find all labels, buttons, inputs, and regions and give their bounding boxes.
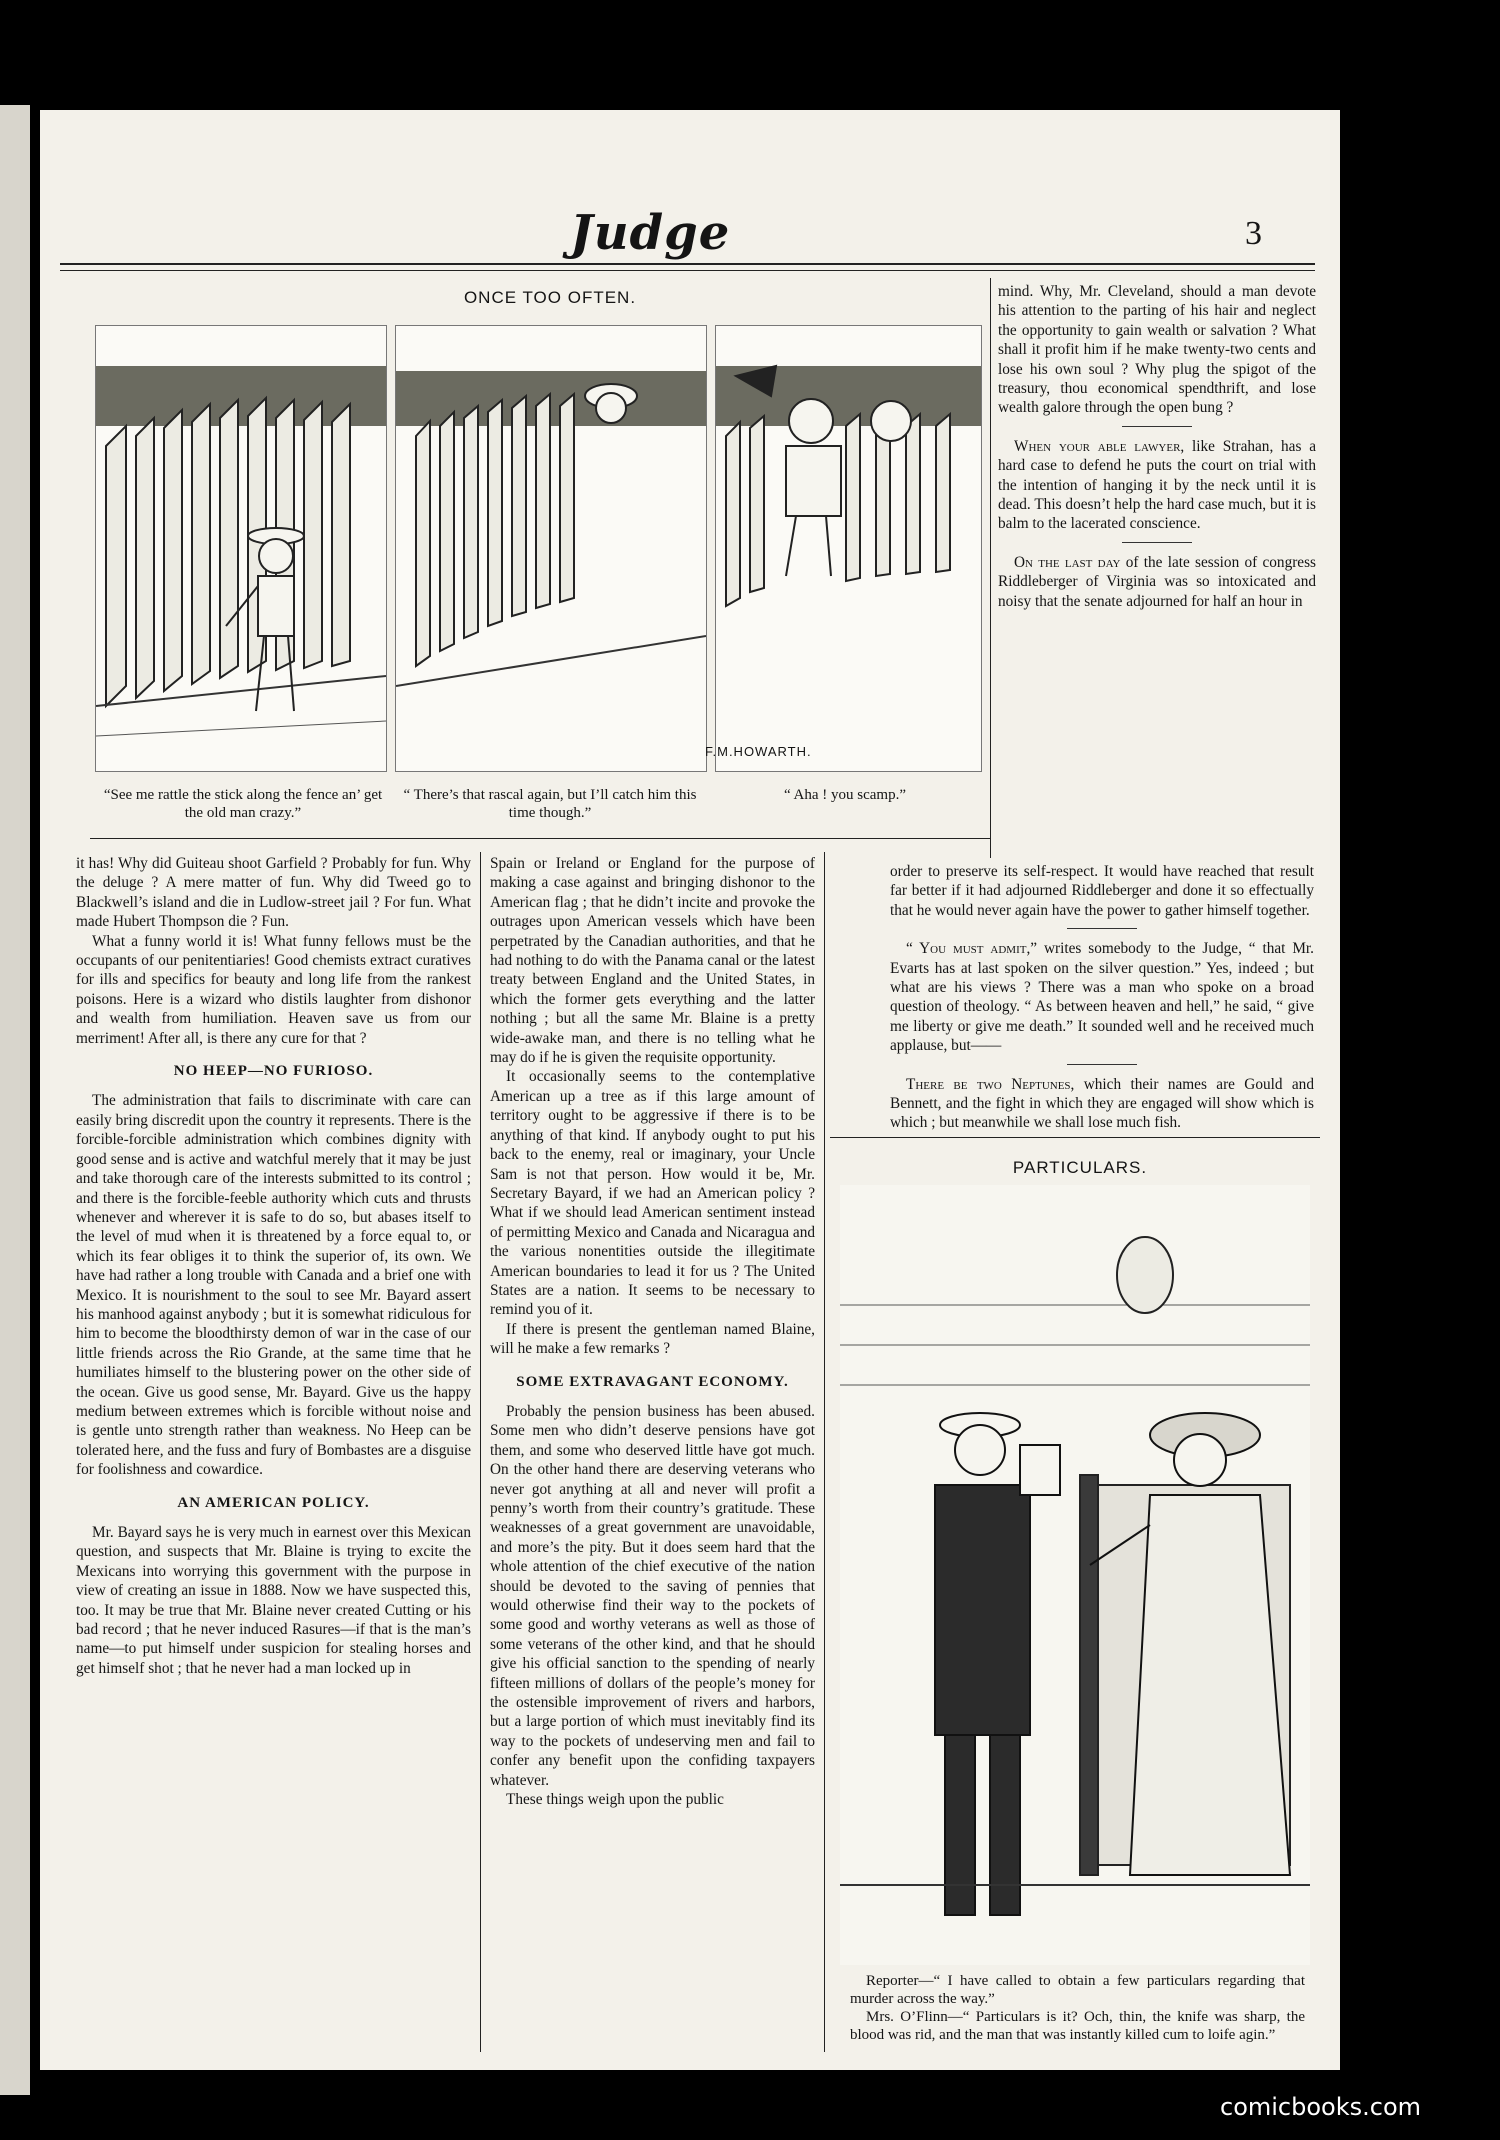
cartoon-bottom-rule	[90, 838, 990, 839]
cartoon-panel-1	[95, 325, 387, 772]
col3-paragraph-1: mind. Why, Mr. Cleveland, should a man devote his attention to the parting of his hair and neglect the opportunity to gain wealth or salvation ? What shall it profit him if he make twenty-two cents and lose his own soul ? Why plug the spigot of the treasury, thou economical spendthrift, and lose wealth galore through the open bung ?	[998, 283, 1316, 417]
lead-in: There be two Neptunes,	[906, 1075, 1075, 1093]
lead-in: When your able lawyer,	[1014, 437, 1185, 455]
divider	[1122, 542, 1192, 543]
masthead	[40, 110, 1340, 260]
divider	[1067, 1064, 1137, 1065]
reporter-line: Reporter—“ I have called to obtain a few particulars regarding that murder across the way.”	[850, 1973, 1305, 2007]
reporter-and-woman-illustration	[840, 1185, 1310, 1965]
lead-in: “ You must admit,”	[906, 940, 1038, 958]
judge-logo: Judge	[570, 205, 731, 261]
col2-paragraph-3: If there is present the gentleman named Blaine, will he make a few remarks ?	[490, 1320, 815, 1358]
col2-paragraph-5: These things weigh upon the public	[506, 1791, 724, 1809]
col3-paragraph-3: On the last day of the late session of congress Riddleberger of Virginia was so intoxicated and noisy that the senate adjourned for half an hour in	[998, 553, 1317, 610]
lead-in: On the last day	[1014, 553, 1121, 571]
col3-paragraph-2: When your able lawyer, like Strahan, has a hard case to defend he puts the court on trial with the intention of hanging it by the neck until it is dead. This doesn’t help the hard case much, but it is balm to the lacerated conscience.	[998, 437, 1316, 533]
col2-paragraph-1: Spain or Ireland or England for the purpose of making a case against and bringing dishonor to the American flag ; that he didn’t incite and provoke the outrages upon American vessels which have been perpetrated by the Canadian authorities, and that he had nothing to do with the Panama canal or the latest treaty between England and the United States, in which the former gets everything and the latter nothing ; but all the same Mr. Blaine is a pretty wide-awake man, and there is no telling what he may do if he is given the requisite opportunity.	[490, 855, 815, 1067]
col1-paragraph-4: Mr. Bayard says he is very much in earnest over this Mexican question, and suspects that Mr. Blaine is trying to excite the Mexicans into worrying this government with the purpose in view of creating an issue in 1888. Now we have suspected this, too. It may be true that Mr. Blaine never created Cutting or his bad record ; that he never induced Rasures—if that is the man’s name—to put himself under suspicion for stealing horses and get himself shot ; that he never had a man locked up in	[76, 1524, 471, 1677]
col3b-paragraph-2: “ You must admit,” writes somebody to the Judge, “ that Mr. Evarts has at last spoken on the silver question.” Yes, indeed ; but what are his views ? There was a man who spoke on a broad question of theology. “ As between heaven and hell,” he said, “ give me liberty or give me death.” It sounded well and he received much applause, but——	[890, 940, 1314, 1055]
col1-paragraph-3: The administration that fails to discriminate with care can easily bring discredit upon the country it represents. There is the forcible-forcible administration which combines dignity with good sense and is active and watchful merely that it may be just and take thorough care of the interests submitted to its control ; and there is the forcible-feeble authority which cuts and thrusts whenever and wherever it is safe to do so, but abases itself to the level of mud when it is threatened by a force equal to, or which its fear obliges it to think the superior of, its own. We have had rather a long trouble with Canada and a brief one with Mexico. It is nourishment to the soul to see Mr. Bayard assert his manhood against anybody ; but it is somewhat ridiculous for him to become the bloodthirsty demon of war in the case of our little friends across the Rio Grande, at the same time that he humiliates himself to the blustering power on the other side of the ocean. Give us good sense, Mr. Bayard. Give us the happy medium between extremes which is forcible without noise and is gentle unto strength rather than weakness. No Heep can be tolerated here, and the fuss and fury of Bombastes are a disguise for foolishness and cowardice.	[76, 1092, 471, 1479]
cartoon-right-rule	[990, 278, 991, 858]
fence-catch-illustration	[716, 326, 981, 771]
cartoon-panel-2	[395, 325, 707, 772]
page-number: 3	[1245, 215, 1262, 252]
site-watermark: comicbooks.com	[1220, 2093, 1422, 2121]
cartoon-panel-3	[715, 325, 982, 772]
col2-paragraph-4: Probably the pension business has been abused. Some men who didn’t deserve pensions have got them, and some who deserved little have got much. On the other hand there are deserving veterans who never got anything at all and never will profit a penny’s worth from their country’s gratitude. These weaknesses of a great government are unavoidable, and more’s the pity. But it does seem hard that the whole attention of the chief executive of the nation should be devoted to the saving of pennies that would otherwise find their way to the pockets of some good and worthy veterans as well as those of some veterans of the other kind, and that he should give his official sanction to the spending of nearly fifteen millions of dollars of the people’s money for the ostensible improvement of rivers and harbors, but a large portion of which must inevitably find its way to the pockets of undeserving men and fail to confer any benefit upon the confiding taxpayers whatever.	[490, 1402, 815, 1789]
particulars-title: PARTICULARS.	[1012, 1158, 1148, 1177]
column-rule-2	[824, 852, 825, 2052]
col2-paragraph-2: It occasionally seems to the contemplative American up a tree as if this large amount of territory ought to be aggressive if there is to be anything of that kind. If anybody ought to put his back to the enemy, real or imaginary, your Uncle Sam is not that person. How would it be, Mr. Secretary Bayard, if we had an American policy ? What if we should lead American sentiment instead of permitting Mexico and Canada and Nicaragua and the various nonentities outside the illegitimate American boundaries to lead it for us ? The United States are a nation. It seems to be necessary to remind you of it.	[490, 1068, 815, 1319]
divider	[1067, 928, 1137, 929]
divider	[1122, 426, 1192, 427]
particulars-top-rule	[830, 1137, 1320, 1138]
cartoon-caption-1: “See me rattle the stick along the fence an’ get the old man crazy.”	[103, 787, 383, 821]
adjacent-page-edge	[0, 105, 30, 2095]
column-3-top	[998, 282, 1316, 611]
fence-man-illustration	[396, 326, 706, 771]
col1-paragraph-1: it has! Why did Guiteau shoot Garfield ? Probably for fun. Why the deluge ? A mere matter of fun. Why did Tweed go to Blackwell’s island and die in Ludlow-street jail ? For fun. What made Hubert Thompson die ? Fun.	[76, 855, 471, 931]
mrs-oflinn-line: Mrs. O’Flinn—“ Particulars is it? Och, thin, the knife was sharp, the blood was rid, and the man that was instantly killed cum to loife agin.”	[850, 2009, 1305, 2043]
column-rule-1	[480, 852, 481, 2052]
col1-paragraph-2: What a funny world it is! What funny fellows must be the occupants of our penitentiaries! Good chemists extract curatives for ills and specifics for beauty and long life from the rankest poisons. Here is a wizard who distils laughter from dishonor and wealth from humiliation. Heaven save us from our merriment! After all, is there any cure for that ?	[76, 932, 471, 1047]
heading-american-policy: AN AMERICAN POLICY.	[177, 1494, 370, 1511]
column-1	[76, 854, 471, 1678]
heading-extravagant-economy: SOME EXTRAVAGANT ECONOMY.	[516, 1373, 789, 1390]
column-3-lower	[890, 862, 1314, 1133]
newspaper-page	[40, 110, 1340, 2070]
column-2	[490, 854, 815, 1810]
fence-boy-illustration	[96, 326, 386, 771]
artist-signature: F.M.HOWARTH.	[705, 744, 812, 759]
particulars-caption	[850, 1972, 1305, 2044]
col3b-paragraph-3: There be two Neptunes, which their names are Gould and Bennett, and the fight in which they are engaged will show which is which ; but meanwhile we shall lose much fish.	[890, 1075, 1314, 1132]
heading-no-heep: NO HEEP—NO FURIOSO.	[173, 1063, 374, 1080]
masthead-rule-thin	[60, 270, 1315, 271]
cartoon-caption-3: “ Aha ! you scamp.”	[783, 787, 907, 803]
masthead-rule	[60, 263, 1315, 265]
particulars-illustration	[840, 1185, 1310, 1965]
cartoon-title: ONCE TOO OFTEN.	[463, 288, 637, 307]
cartoon-caption-2: “ There’s that rascal again, but I’ll catch him this time though.”	[403, 787, 697, 821]
col3b-paragraph-1: order to preserve its self-respect. It would have reached that result far better if it had adjourned Riddleberger and done it so effectually that he would never again have the power to gather himself together.	[890, 863, 1314, 919]
